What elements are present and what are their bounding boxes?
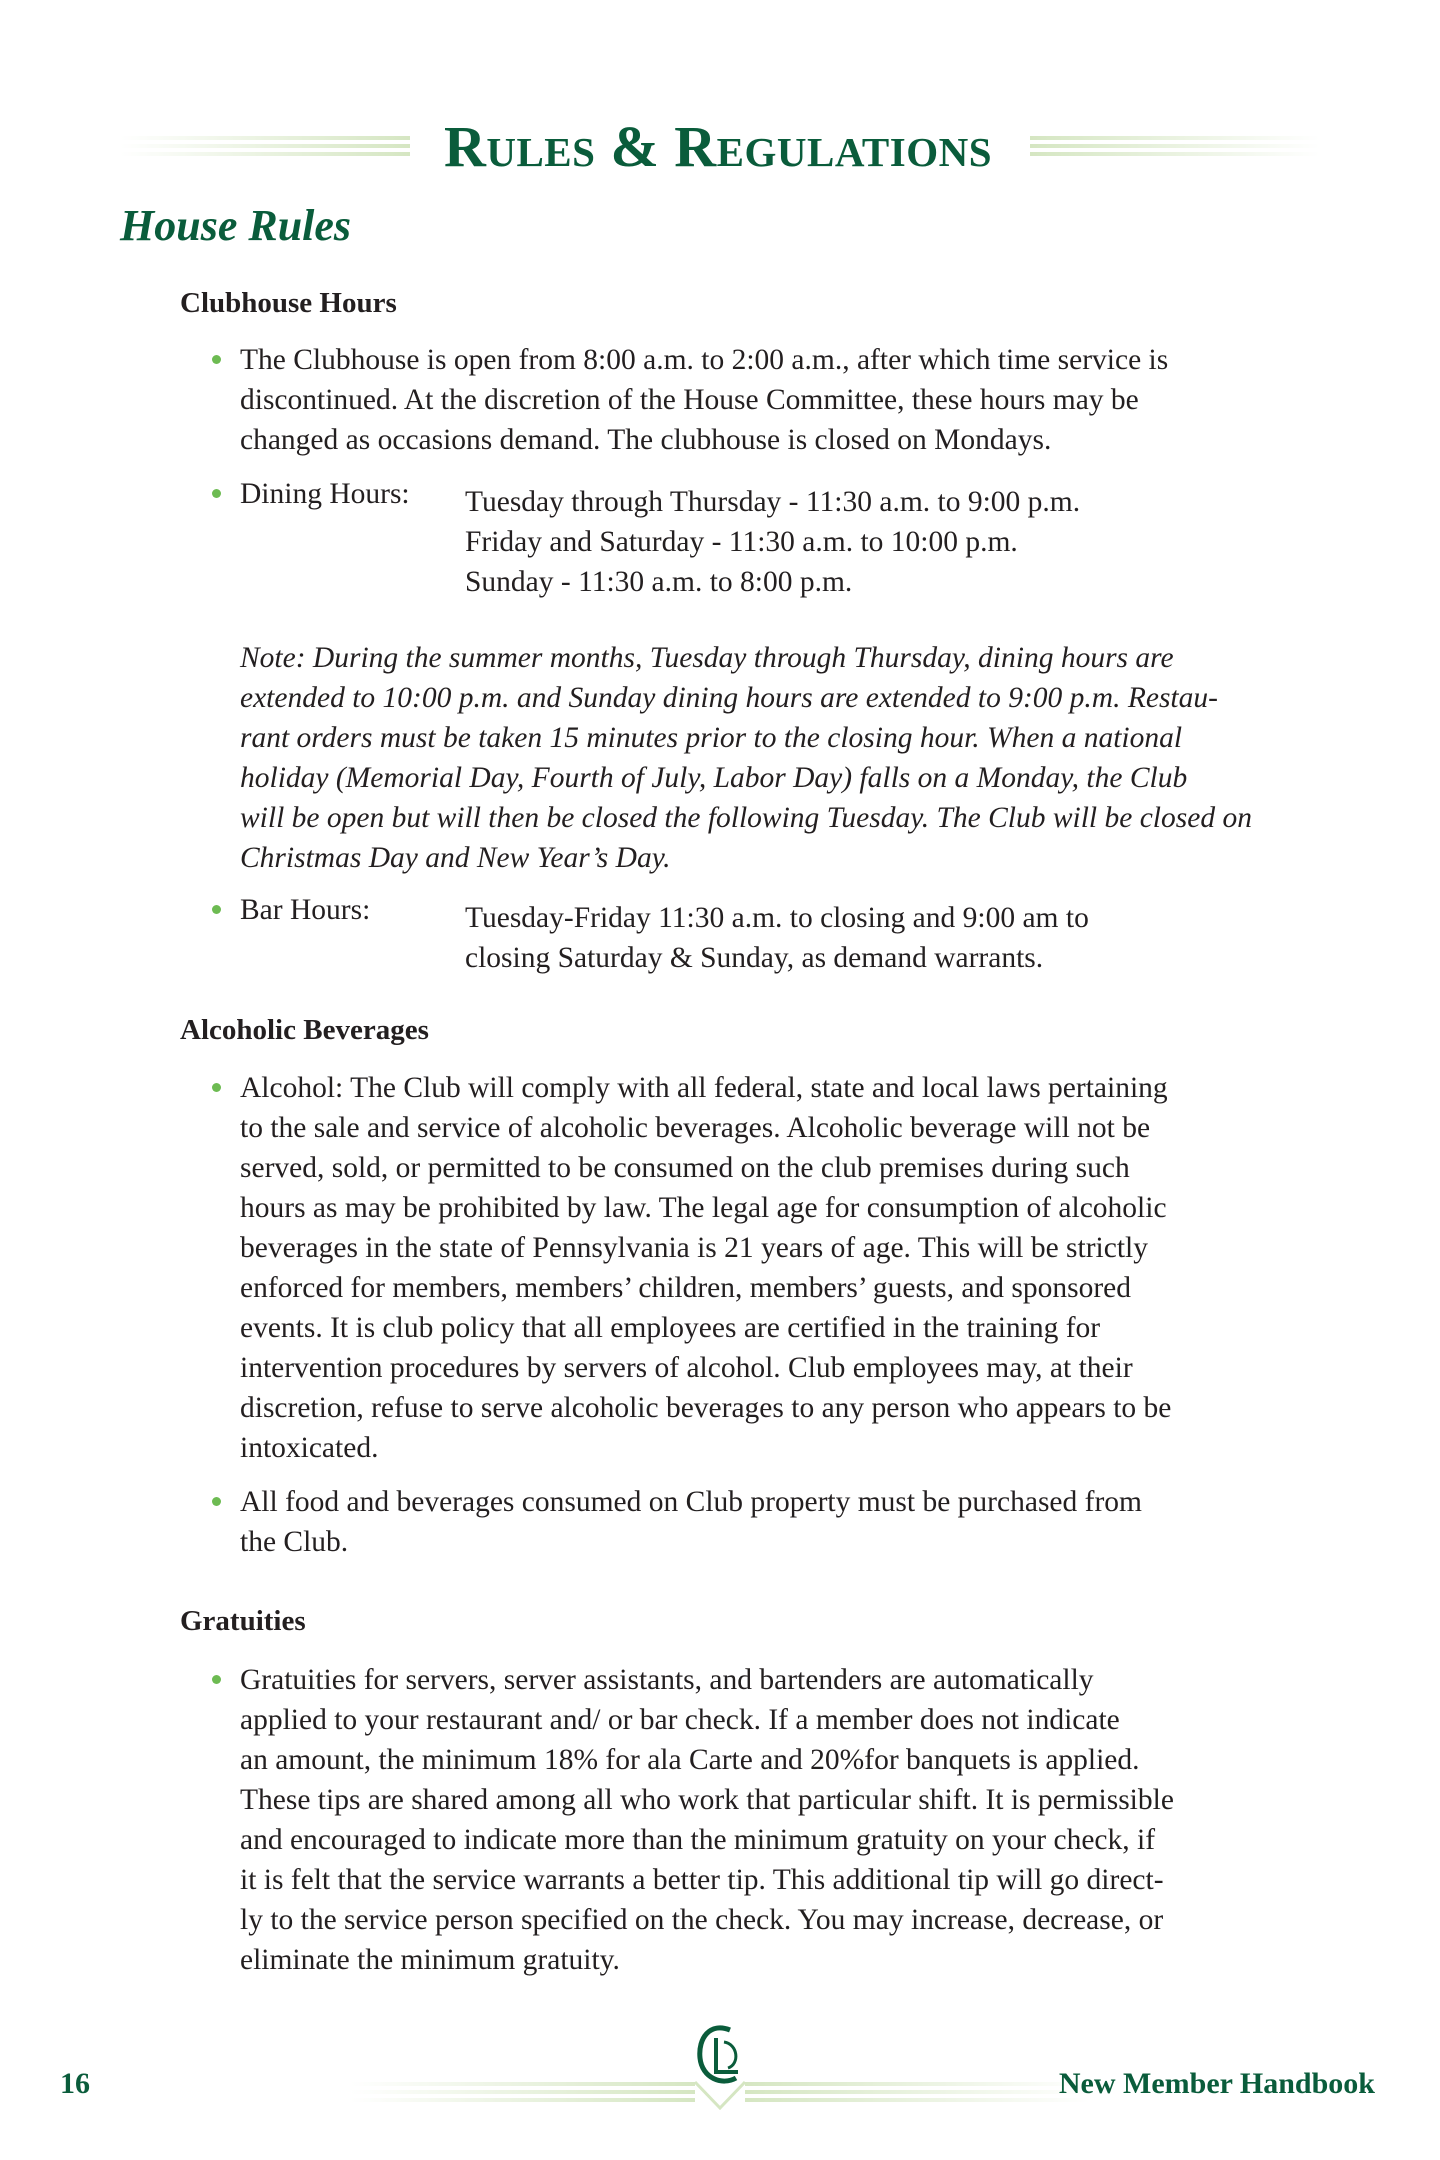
page-number: 16 (60, 2067, 90, 2100)
decorative-rule-left (120, 136, 410, 160)
dining-note: Note: During the summer months, Tuesday through Thursday, dining hours are extended to 10:00 p.m. and Sunday dining hours are extended to 9:00 p.m. Restau- rant orders must be taken 15 minutes prior to the closing hour. When a national holiday (Memorial Day, Fourth of July, Labor Day) falls on a Monday, the Club will be open but will then be closed the following Tuesday. The Club will be closed on Christmas Day and New Year’s Day. (240, 642, 1252, 874)
list-item-text: Gratuities for servers, server assistants, and bartenders are automatically applied to your restaurant and/ or bar check. If a member does not indicate an amount, the minimum 18% for ala Carte and 20%for banquets is applied. These tips are shared among all who work that particular shift. It is permissible and encouraged to indicate more than the minimum gratuity on your check, if it is felt that the service warrants a better tip. This additional tip will go direct- ly to the service person specified on the check. You may increase, decrease, or eliminate the minimum gratuity. (240, 1664, 1174, 1976)
bar-hours-values: Tuesday-Friday 11:30 a.m. to closing and 9:00 am to closing Saturday & Sunday, as demand warrants. (465, 902, 1089, 974)
section-heading-alcoholic-beverages: Alcoholic Beverages (180, 1014, 429, 1046)
decorative-rule-right (1030, 136, 1320, 160)
list-item-text: All food and beverages consumed on Club property must be purchased from the Club. (240, 1486, 1142, 1558)
section-title: House Rules (120, 201, 352, 250)
book-title: New Member Handbook (1058, 2067, 1375, 2100)
bullet-icon (212, 355, 221, 364)
dining-hours-values: Tuesday through Thursday - 11:30 a.m. to 9:00 p.m. Friday and Saturday - 11:30 a.m. to 10:00 p.m. Sunday - 11:30 a.m. to 8:00 p.m. (465, 486, 1081, 598)
bar-hours-label: Bar Hours: (240, 894, 371, 926)
bullet-icon (212, 1083, 221, 1092)
list-item-text: The Clubhouse is open from 8:00 a.m. to 2:00 a.m., after which time service is discontinued. At the discretion of the House Committee, these hours may be changed as occasions demand. The clubhouse is closed on Mondays. (240, 344, 1169, 456)
club-monogram-logo-icon (690, 2020, 750, 2090)
bullet-icon (212, 489, 221, 498)
dining-hours-label: Dining Hours: (240, 478, 410, 510)
bullet-icon (212, 1675, 221, 1684)
bullet-icon (212, 905, 221, 914)
section-heading-clubhouse-hours: Clubhouse Hours (180, 287, 397, 319)
list-item-text: Alcohol: The Club will comply with all federal, state and local laws pertaining to the sale and service of alcoholic beverages. Alcoholic beverage will not be served, sold, or permitted to be consumed on the club premises during such hours as may be prohibited by law. The legal age for consumption of alcoholic beverages in the state of Pennsylvania is 21 years of age. This will be strictly enforced for members, members’ children, members’ guests, and sponsored events. It is club policy that all employees are certified in the training for intervention procedures by servers of alcohol. Club employees may, at their discretion, refuse to serve alcoholic beverages to any person who appears to be intoxicated. (240, 1072, 1172, 1464)
page-header (0, 112, 1440, 182)
bullet-icon (212, 1497, 221, 1506)
section-heading-gratuities: Gratuities (180, 1605, 306, 1637)
page-title: Rules & Regulations (443, 114, 993, 179)
